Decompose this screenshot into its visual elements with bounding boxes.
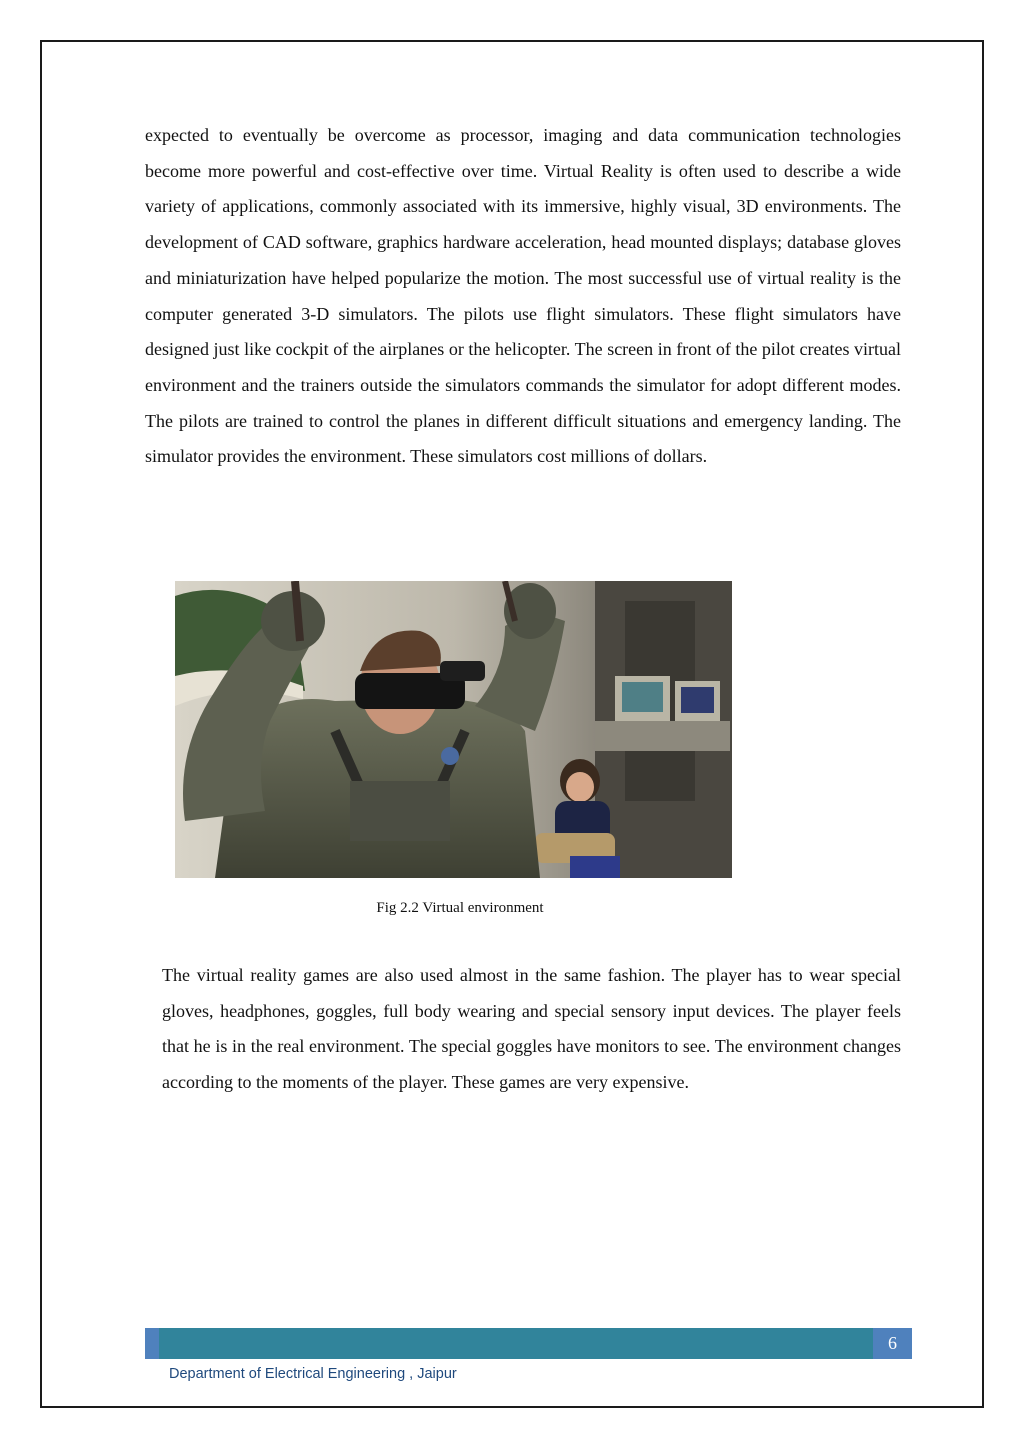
body-paragraph-2: The virtual reality games are also used almost in the same fashion. The player has to wear special gloves, headphones, goggles, full body wearing and special sensory input devices. The player feels that he is in the real environment. The special goggles have monitors to see. The environment changes according to the moments of the player. These games are very expensive.	[162, 965, 901, 1093]
body-paragraph-1: expected to eventually be overcome as processor, imaging and data communication technologies become more powerful and cost-effective over time. Virtual Reality is often used to describe a wide variety of applications, commonly associated with its immersive, highly visual, 3D environments. The development of CAD software, graphics hardware acceleration, head mounted displays; database gloves and miniaturization have helped popularize the motion. The most successful use of virtual reality is the computer generated 3-D simulators. The pilots use flight simulators. These flight simulators have designed just like cockpit of the airplanes or the helicopter. The screen in front of the pilot creates virtual environment and the trainers outside the simulators commands the simulator for adopt different modes. The pilots are trained to control the planes in different difficult situations and emergency landing. The simulator provides the environment. These simulators cost millions of dollars.	[145, 125, 901, 467]
footer-bar	[159, 1328, 873, 1359]
page-number: 6	[873, 1328, 912, 1359]
footer-department: Department of Electrical Engineering , Jaipur	[169, 1366, 457, 1382]
figure-image-virtual-environment	[175, 581, 732, 878]
figure-caption: Fig 2.2 Virtual environment	[376, 900, 544, 916]
footer-accent-block	[145, 1328, 159, 1359]
